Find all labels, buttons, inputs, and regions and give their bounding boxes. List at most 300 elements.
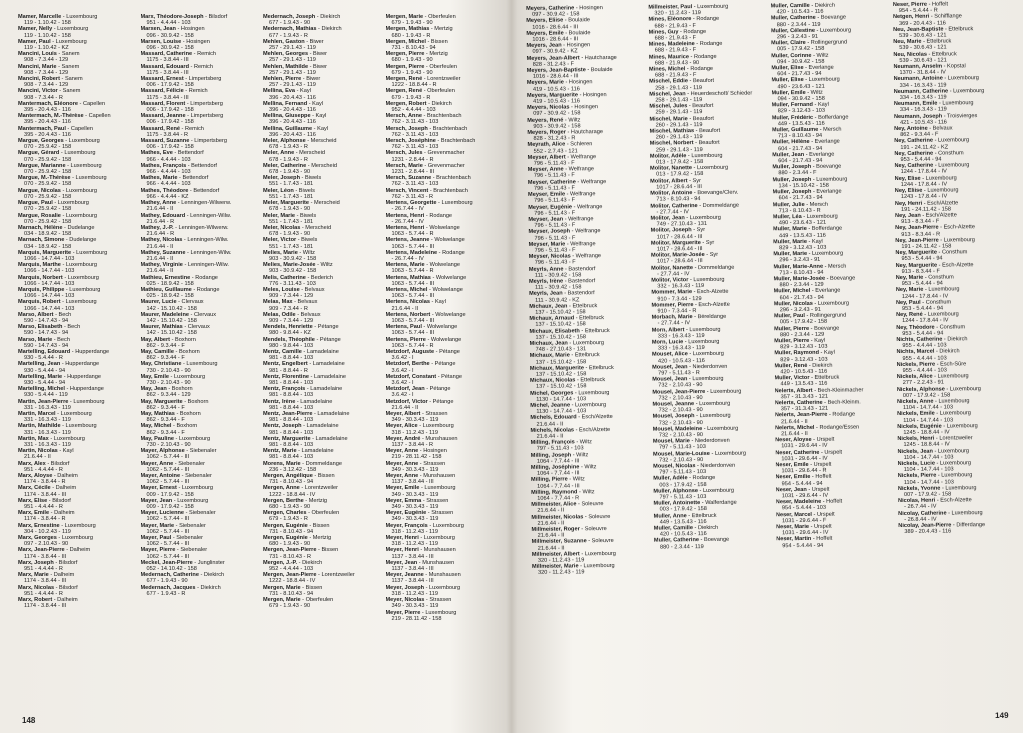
directory-entry (527, 104, 643, 118)
entry-name: Muller, Raymond (774, 350, 820, 357)
entry-details: 1062 - 5.7.44 - III (146, 466, 190, 473)
entry-locality: - Mertzig (429, 26, 453, 33)
entry-details: 880 - 2.3.44 - 129 (779, 281, 824, 289)
entry-name: Mertens, Nicolas (385, 299, 430, 306)
entry-details: - 27.7.44 - IV (657, 270, 690, 278)
directory-entry (386, 138, 503, 150)
entry-name: Muller, Michel (773, 288, 811, 295)
directory-column (141, 14, 258, 704)
directory-column (263, 14, 380, 704)
directory-entry (18, 572, 135, 584)
entry-name: Mergen, Eugénie (263, 522, 308, 529)
entry-name: Mergen, Pierre (385, 63, 425, 70)
left-page (0, 0, 510, 733)
entry-locality: - Kayl (812, 101, 829, 109)
directory-entry (386, 448, 503, 460)
entry-locality: - Consthum (923, 274, 954, 281)
entry-locality: - Luxembourg (55, 411, 92, 417)
directory-entry (141, 175, 258, 187)
entry-locality: - Limpertsberg (183, 76, 222, 83)
directory-entry (771, 89, 887, 103)
entry-details: 21.6.44 - II (780, 418, 808, 425)
entry-locality: - Biwels (300, 175, 322, 182)
directory-entry (263, 597, 380, 609)
entry-details: 1062 - 5.7.44 - III (146, 528, 190, 535)
directory-entry (18, 473, 135, 485)
entry-name: Milling, Raymond (531, 489, 578, 496)
entry-name: Nickels, Alphonse (896, 386, 945, 393)
entry-details: 007 - 17.9.42 - 158 (902, 392, 951, 399)
directory-entry (141, 547, 258, 559)
entry-name: Meyer, Henri (385, 547, 419, 554)
entry-locality: - Luxembourg (173, 435, 211, 442)
entry-name: Mergen, J.-P. (263, 559, 298, 566)
entry-locality: - Luxembourg (62, 274, 99, 281)
entry-locality: - Strassen (421, 497, 449, 504)
entry-name: Mehlen, Pierre (263, 76, 302, 83)
entry-name: May, Michel (140, 423, 172, 430)
entry-name: Meyer, Henri (385, 535, 419, 542)
entry-locality: - Luxembourg (573, 389, 610, 396)
directory-entry (263, 163, 380, 175)
entry-name: Metzdorf, Jean (385, 386, 425, 393)
entry-name: Meyser, Nicolas (528, 253, 571, 260)
entry-locality: - Lamadelaine (305, 386, 343, 393)
directory-entry (141, 262, 258, 274)
entry-details: 097 - 30.9.42 - 158 (532, 11, 580, 19)
entry-name: Massard, René (140, 125, 180, 132)
entry-locality: - Wolwelange (430, 274, 467, 281)
entry-details: 070 - 25.9.42 - 158 (24, 206, 72, 213)
directory-entry (776, 511, 892, 525)
entry-details: 955 - 4.4.44 - 103 (902, 342, 947, 350)
entry-name: Marnach, Simone (18, 237, 65, 244)
directory-entry (771, 2, 887, 16)
entry-name: Milling, Joseph (530, 452, 572, 459)
entry-locality: - Luxembourg (68, 398, 105, 405)
entry-locality: - Diekirch (934, 348, 960, 355)
entry-locality: - Lenningen-Wilw. (182, 262, 229, 269)
entry-locality: - Pétange (436, 373, 462, 380)
entry-details: 1174 - 3.8.44 - R (24, 479, 66, 486)
entry-details: 796 - 5.11.43 - F (534, 210, 576, 217)
entry-details: 259 - 29.1.43 - 119 (655, 146, 703, 154)
directory-entry (18, 200, 135, 212)
entry-locality: - Kayl (429, 299, 446, 306)
entry-details: 862 - 9.3.44 - F (146, 417, 185, 424)
entry-locality: - Luxembourg (48, 435, 85, 442)
entry-name: Meyer, Albert (385, 411, 421, 417)
entry-details: 1017 - 28.6.44 - III (656, 258, 703, 265)
entry-locality: - Strassen (426, 510, 454, 517)
directory-entry (386, 200, 503, 212)
directory-entry (386, 225, 503, 237)
entry-details: 796 - 5.11.43 - F (534, 234, 576, 242)
entry-name: Martin, Jean-Pierre (18, 398, 69, 405)
directory-entry (18, 324, 135, 336)
entry-locality: - Esch-Alzette (693, 301, 730, 308)
entry-name: Mantermach, Paul (18, 125, 66, 132)
entry-details: 421 - 10.5.43 - 116 (900, 119, 947, 126)
entry-locality: - Rodange (691, 16, 720, 23)
entry-details: 137 - 15.10.42 - 158 (535, 334, 586, 341)
entry-locality: - Bettendorf (177, 175, 209, 182)
directory-entry (772, 176, 888, 190)
directory-entry (652, 376, 768, 390)
entry-locality: - Luxembourg (419, 485, 456, 492)
entry-details: 111 - 30.9.42 - 158 (534, 272, 582, 279)
entry-name: Neser, Emile (775, 461, 809, 469)
entry-name: Marnach, Hélène (18, 224, 63, 231)
entry-details: 951 - 4.4.44 - R (24, 590, 63, 597)
entry-name: Margue, Nicolas (18, 187, 61, 194)
directory-entry (650, 165, 766, 179)
directory-entry (528, 166, 644, 180)
entry-details: 796 - 5.11.43 - F (534, 197, 576, 205)
entry-details: 732 - 2.10.43 - 90 (658, 419, 703, 427)
entry-locality: - Ettelbruck (926, 50, 957, 58)
entry-details: 21.6.44 - II (146, 268, 174, 275)
directory-entry (527, 67, 643, 81)
entry-details: 142 - 15.10.42 - 158 (146, 330, 197, 337)
entry-locality: - Luxembourg (579, 550, 616, 558)
directory-entry (18, 237, 135, 249)
entry-details: 679 - 1.9.43 - 90 (391, 69, 433, 76)
directory-entry (263, 101, 380, 113)
entry-details: - 26.7.44 - IV (391, 218, 424, 225)
directory-entry (141, 88, 258, 100)
entry-details: 862 - 9.3.44 - F (146, 429, 185, 436)
entry-name: Mischel, Mathias (649, 128, 695, 135)
directory-entry (654, 537, 770, 551)
entry-locality: - Sanem (57, 88, 81, 95)
entry-details: 357 - 31.3.43 - 121 (780, 405, 829, 413)
directory-entry (386, 250, 503, 262)
entry-details: 730 - 2.10.43 - 90 (146, 379, 191, 386)
entry-locality: - Bissen (425, 38, 448, 45)
entry-locality: - Sanem (56, 51, 80, 58)
entry-name: Nelerts, Jean-Pierre (774, 412, 828, 419)
entry-name: Metzdorf, Constant (385, 373, 437, 380)
entry-details: 070 - 25.9.42 - 158 (24, 181, 72, 188)
entry-locality: - Luxembourg (683, 338, 720, 346)
directory-entry (771, 77, 887, 91)
entry-name: Ney, Théodore (896, 324, 935, 331)
entry-name: Mines, Madeleine (648, 41, 695, 48)
entry-locality: - Dudelange (64, 237, 97, 244)
entry-locality: - Soleuvre (576, 501, 604, 508)
entry-name: Neu, Jean-Baptiste (893, 26, 944, 33)
entry-details: 013 - 17.9.42 - 158 (655, 159, 704, 166)
entry-locality: - Clervaux (182, 324, 210, 331)
entry-locality: - Bilsdorf (47, 497, 71, 504)
entry-name: Ney, Marguerite (895, 262, 938, 269)
entry-name: Neu, Nicolas (893, 51, 927, 58)
entry-locality: - Sanem (56, 63, 80, 70)
entry-name: Massard, Ernest (140, 76, 184, 83)
entry-locality: - Pétange (434, 348, 460, 355)
directory-entry (386, 572, 503, 584)
directory-entry (532, 538, 648, 552)
entry-locality: - Everlange (803, 64, 834, 72)
directory-entry (530, 389, 646, 403)
directory-entry (650, 127, 766, 141)
directory-entry (896, 348, 1012, 362)
entry-locality: - Welfrange (565, 191, 596, 198)
right-page (514, 0, 1023, 733)
directory-entry (141, 436, 258, 448)
entry-details: 796 - 5.11.43 - F (534, 259, 576, 267)
entry-details: 862 - 9.3.44 - F (900, 131, 939, 139)
left-page-columns (18, 14, 502, 704)
entry-name: Mergen, René (385, 76, 423, 83)
entry-locality: - Lamadelaine (310, 435, 348, 442)
entry-locality: - Bech (53, 311, 72, 318)
entry-name: Mehlen, Gaston (263, 38, 305, 45)
entry-locality: - Luxembourg (570, 402, 607, 409)
entry-locality: - Belvaux (295, 311, 321, 318)
entry-name: Marx, Georges (18, 535, 57, 542)
entry-name: Nickels, Emile (897, 411, 935, 418)
entry-locality: - Wolwelange (425, 336, 462, 343)
entry-name: Muller, Camille (653, 525, 693, 532)
entry-details: 296 - 3.2.43 - 91 (779, 257, 821, 264)
entry-locality: - Hosingen (418, 448, 447, 455)
entry-name: Mathes, François (140, 162, 187, 169)
entry-locality: - Welfrange (571, 203, 603, 210)
entry-locality: - Dommeldange (300, 460, 342, 467)
entry-name: Mousel, Jean-Pierre (652, 388, 706, 396)
entry-details: 1244 - 17.8.44 - IV (900, 181, 948, 188)
entry-locality: - Urspelt (806, 486, 830, 493)
entry-details: 097 - 30.9.42 - KZ (532, 48, 578, 56)
directory-entry (775, 436, 891, 450)
entry-details: 1062 - 5.7.44 - III (146, 553, 190, 560)
directory-entry (141, 498, 258, 510)
entry-locality: - Pétange (314, 336, 341, 343)
entry-name: Neser, Catherine (775, 449, 820, 456)
directory-entry (529, 240, 645, 254)
entry-locality: - Rodange (191, 286, 220, 293)
directory-entry (263, 535, 380, 547)
directory-entry (526, 42, 642, 56)
entry-name: Mayer, Marie (140, 522, 175, 529)
directory-entry (141, 225, 258, 237)
entry-name: Molitor, Antoine (650, 190, 693, 197)
directory-entry (263, 51, 380, 63)
entry-name: Mertens, Michel (385, 286, 428, 293)
entry-name: Ney, Catherine (894, 150, 934, 157)
directory-entry (896, 311, 1012, 325)
entry-locality: - Merscheid (294, 150, 325, 157)
entry-name: Meler, Alphonse (263, 138, 306, 145)
entry-locality: - Ettelbruck (686, 512, 717, 519)
entry-details: 449 - 13.5.43 - 116 (780, 381, 828, 388)
entry-locality: - Bissen (307, 522, 330, 529)
entry-name: Muller, Joseph (772, 188, 812, 196)
entry-locality: - Lenningen-Wilw. (185, 249, 232, 256)
entry-name: Mischel, Marie (649, 115, 688, 123)
directory-entry (386, 510, 503, 522)
entry-locality: - Luxembourg (52, 200, 89, 207)
entry-name: Mayer, Paul (140, 535, 172, 542)
directory-entry (529, 327, 645, 341)
entry-details: 952 - 4.4.44 - 103 (391, 107, 436, 114)
entry-name: Mertens, Jeanne (385, 237, 430, 244)
entry-details: 21.6.44 - II (537, 545, 565, 552)
entry-locality: - Hupperdange (62, 373, 102, 380)
entry-locality: - Luxembourg (687, 376, 724, 383)
entry-name: Margue, Gérard (18, 150, 60, 157)
entry-locality: - Boxhorn (174, 411, 201, 417)
entry-details: 953 - 5.4.44 - 94 (901, 305, 944, 312)
entry-locality: - Boevange (811, 163, 842, 171)
entry-details: 604 - 21.7.43 - 94 (778, 195, 823, 202)
directory-entry (141, 51, 258, 63)
entry-locality: - Bissen (316, 547, 339, 554)
directory-entry (773, 275, 889, 289)
entry-locality: - Ettelbruck (809, 374, 840, 382)
entry-locality: - Kayl (809, 337, 826, 344)
directory-entry (263, 213, 380, 225)
directory-entry (652, 351, 768, 365)
directory-entry (18, 287, 135, 299)
entry-name: Ney, Marie (895, 287, 924, 294)
entry-name: Mines, Guy (648, 29, 679, 36)
entry-details: 137 - 15.10.42 - 158 (536, 383, 587, 391)
directory-entry (529, 265, 645, 279)
entry-details: 604 - 21.7.43 - 94 (778, 157, 823, 165)
directory-entry (18, 150, 135, 162)
directory-entry (895, 237, 1011, 251)
entry-details: 829 - 3.12.43 - 103 (780, 343, 828, 351)
entry-details: 862 - 9.3.44 - 129 (146, 392, 191, 399)
entry-name: Ney, Jean (895, 212, 921, 219)
entry-locality: - Siebenaler (173, 460, 205, 467)
directory-entry (771, 15, 887, 29)
entry-name: Mentz, Camille (263, 348, 302, 355)
entry-name: Marxen, Jean (140, 26, 176, 33)
entry-locality: - Luxembourg (811, 176, 848, 183)
entry-details: 349 - 30.3.43 - 119 (391, 603, 439, 610)
entry-locality: - Luxembourg (71, 249, 108, 256)
entry-details: 1137 - 3.8.44 - R (391, 442, 434, 449)
directory-entry (530, 377, 646, 391)
entry-details: 590 - 14.7.43 - 94 (24, 317, 69, 324)
directory-entry (773, 213, 889, 227)
entry-name: Marso, Elisabeth (18, 324, 63, 331)
entry-locality: - Luxembourg (938, 236, 975, 244)
directory-entry (386, 126, 503, 138)
directory-entry (650, 202, 766, 216)
directory-entry (531, 464, 647, 478)
entry-locality: - Hoffelt (810, 474, 832, 481)
entry-details: 1064 - 7.7.44 - III (536, 458, 580, 465)
directory-entry (386, 547, 503, 559)
directory-entry (386, 88, 503, 100)
entry-name: Muller, Marie (772, 226, 807, 233)
entry-name: Mersch, Joséphine (385, 138, 436, 145)
directory-entry (18, 262, 135, 274)
entry-locality: - Bech (52, 336, 70, 343)
entry-details: 490 - 23.6.43 - 121 (778, 219, 827, 227)
entry-name: Mamer, Nelly (18, 26, 53, 33)
entry-details: 953 - 5.4.44 - 94 (902, 330, 944, 337)
entry-details: 688 - 21.9.43 - 90 (654, 59, 700, 67)
entry-locality: - Syr (704, 252, 719, 259)
entry-name: Nickels, Pierre (896, 361, 936, 368)
entry-name: Muller, Antoinette (653, 500, 701, 507)
entry-details: 829 - 3.12.43 - 103 (779, 244, 827, 252)
directory-entry (141, 312, 258, 324)
entry-locality: - Schifflange (929, 13, 962, 21)
entry-name: Morens, Marie (263, 460, 301, 467)
entry-locality: - Bederich (305, 274, 333, 281)
entry-locality: - Luxembourg (812, 300, 849, 307)
directory-entry (263, 560, 380, 572)
entry-details: 1137 - 3.8.44 - III (391, 578, 434, 585)
entry-name: Marx, Emile (18, 510, 50, 517)
entry-details: 21.6.44 - R (146, 218, 175, 225)
entry-name: Meyer, André (385, 435, 421, 442)
directory-entry (654, 512, 770, 526)
directory-entry (141, 14, 258, 26)
entry-locality: - Munshausen (417, 559, 455, 566)
entry-details: 732 - 2.10.43 - 90 (658, 407, 703, 414)
entry-details: 880 - 2.3.44 - 119 (659, 543, 704, 551)
directory-entry (650, 140, 766, 154)
entry-details: 111 - 30.9.42 - KZ (535, 296, 580, 304)
entry-locality: - Luxembourg (436, 200, 473, 207)
entry-locality: - Boxhorn (171, 423, 198, 430)
entry-name: Morn, Lucie (651, 339, 684, 346)
entry-locality: - Boulaide (563, 17, 591, 24)
entry-locality: - Diekirch (297, 559, 323, 566)
directory-entry (18, 349, 135, 361)
directory-entry (386, 423, 503, 435)
entry-details: 731 - 8.10.43 - 94 (269, 590, 314, 597)
entry-name: Marx, Nicolas (18, 584, 55, 591)
entry-name: Margue, Marianne (18, 162, 66, 169)
directory-entry (651, 276, 767, 290)
entry-locality: - Boevange/Clerv. (692, 189, 739, 197)
entry-locality: - Wolwelange (424, 224, 460, 231)
entry-name: May, Emile (140, 373, 169, 380)
entry-name: Mertens, Georgette (385, 200, 437, 207)
entry-details: 952 - 4.4.44 - 103 (269, 566, 314, 573)
directory-entry (386, 312, 503, 324)
directory-entry (653, 450, 769, 464)
entry-locality: - Kayl (312, 125, 328, 132)
directory-entry (141, 473, 258, 485)
entry-name: Muller, Marie (773, 251, 808, 258)
entry-details: 258 - 29.1.43 - 119 (655, 97, 703, 104)
entry-details: 551 - 1.7.43 - 181 (269, 181, 314, 188)
directory-entry (141, 461, 258, 473)
directory-entry (386, 436, 503, 448)
entry-locality: - Béreldange (692, 313, 727, 321)
entry-name: Molitor, Albert (650, 177, 688, 185)
entry-locality: - Luxembourg (60, 423, 97, 430)
directory-entry (141, 349, 258, 361)
entry-name: Michaux, Jean (529, 340, 568, 347)
entry-name: Meles, Louise (263, 286, 300, 293)
entry-details: 21.6.44 - II (537, 520, 565, 527)
entry-name: Margue, Rosalie (18, 212, 61, 219)
entry-name: Meyer, Jean (385, 559, 418, 566)
directory-entry (263, 262, 380, 274)
entry-details: 3.6.42 - I (391, 379, 414, 386)
